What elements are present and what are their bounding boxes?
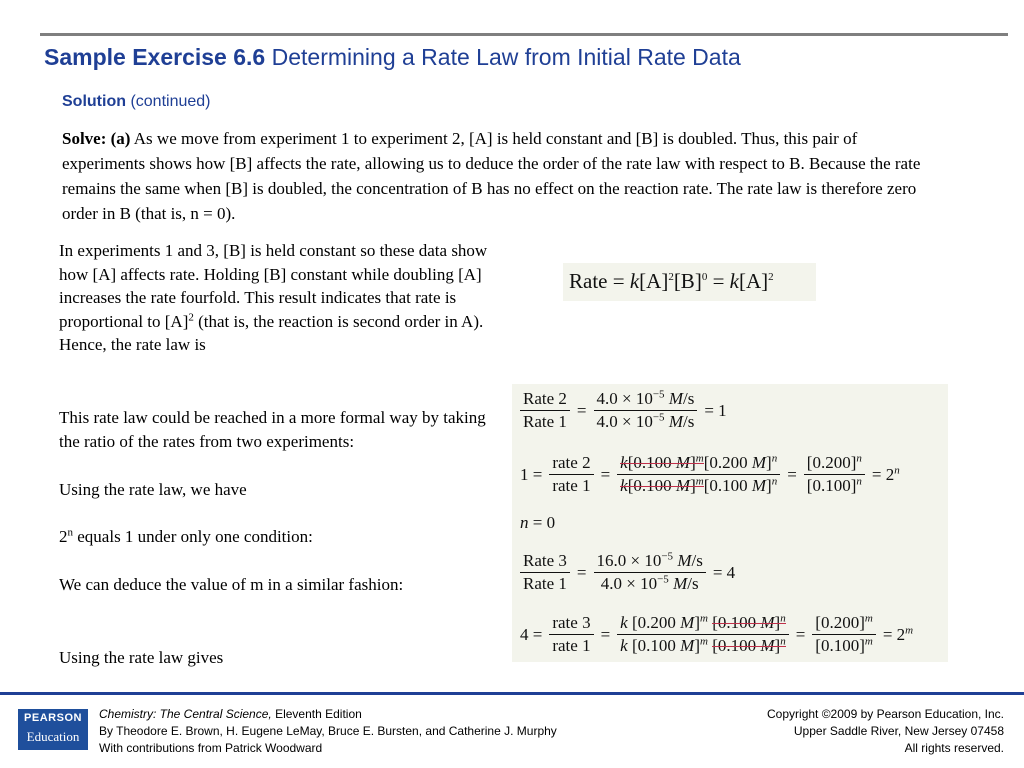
p1-text-b: (that is, the reaction is second order in A). Hence, the rate law is	[59, 311, 484, 354]
footer-divider	[0, 692, 1024, 695]
copyright-line: Copyright ©2009 by Pearson Education, Inc.	[767, 707, 1004, 721]
top-divider	[40, 33, 1008, 36]
pearson-logo	[18, 709, 88, 750]
solution-label: Solution	[62, 93, 126, 110]
rights-line: All rights reserved.	[904, 741, 1004, 755]
solve-text: As we move from experiment 1 to experiment 2, [A] is held constant and [B] is doubled. Thus, this pair of experiments shows how [B] affects the rate, allowing us to deduce the order of the rate law with respect to B. Because the rate remains the same when [B] is doubled, the concentration of B has no effect on the reaction rate. The rate law is therefore zero order in B (that is, n = 0).	[62, 129, 921, 223]
p1-text-a: In experiments 1 and 3, [B] is held constant so these data show how [A] affects rate. Holding [B] constant while doubling [A] increases the rate fourfold. This result indicates that rate is proportional to [A]	[59, 241, 488, 331]
paragraph-one-condition	[59, 525, 489, 549]
footer-book-info	[99, 706, 557, 757]
book-authors: By Theodore E. Brown, H. Eugene LeMay, Bruce E. Bursten, and Catherine J. Murphy	[99, 724, 557, 738]
paragraph-deduce-m: We can deduce the value of m in a similar fashion:	[59, 575, 404, 594]
logo-text-top: PEARSON	[24, 712, 82, 724]
exercise-number: Sample Exercise 6.6	[44, 44, 266, 70]
paragraph-rate-law-gives: Using the rate law gives	[59, 648, 224, 667]
exercise-title: Determining a Rate Law from Initial Rate Data	[271, 44, 741, 70]
footer-copyright	[767, 706, 1004, 757]
slide-title	[44, 44, 741, 71]
ratio-rate3-rate1: $\frac{\text{Rate 3}}{\text{Rate 1}}$ = $\frac{16.0 \times 10^{-5} M/s}{4.0 \times 10^{-5} M/s}$ = 4	[520, 550, 735, 595]
book-title: Chemistry: The Central Science,	[99, 707, 272, 721]
paragraph-using-rate-law: Using the rate law, we have	[59, 480, 247, 499]
rate-ratio-equations	[512, 384, 948, 662]
solution-heading	[62, 93, 210, 111]
solve-lead: Solve: (a)	[62, 129, 131, 148]
solve-paragraph	[62, 126, 942, 226]
solution-continued: (continued)	[130, 93, 211, 110]
paragraph-experiments-1-3	[59, 239, 489, 357]
book-contributions: With contributions from Patrick Woodward	[99, 741, 323, 755]
rate-law-equation: Rate = $k[A]^2[B]^0 = k[A]^2$	[563, 263, 816, 301]
ratio-rate-law-b: 1 = $\frac{\text{rate 2}}{\text{rate 1}}$ = $\frac{k[0.100 M]^m[0.200 M]^n}{k[0.100 M]^m[0.100 M]^n}$ = $\frac{[0.200]^n}{[0.100]^n}$ = $2^n$	[520, 452, 900, 495]
p4-text: equals 1 under only one condition:	[73, 527, 313, 546]
p4-base: 2	[59, 527, 68, 546]
address-line: Upper Saddle River, New Jersey 07458	[793, 724, 1004, 738]
logo-text-bottom: Education	[26, 729, 80, 744]
paragraph-formal-way: This rate law could be reached in a more formal way by taking the ratio of the rates from two experiments:	[59, 408, 486, 451]
ratio-rate2-rate1: $\frac{\text{Rate 2}}{\text{Rate 1}}$ = $\frac{4.0 \times 10^{-5} M/s}{4.0 \times 10^{-5} M/s}$ = 1	[520, 388, 727, 433]
p1-superscript: 2	[188, 310, 194, 323]
ratio-rate-law-a: 4 = $\frac{\text{rate 3}}{\text{rate 1}}$ = $\frac{k [0.200 M]^m [0.100 M]^n}{k [0.100 M]^m [0.100 M]^n}$ = $\frac{[0.200]^m}{[0.100]^m}$ = $2^m$	[520, 612, 914, 655]
n-equals-zero: n = 0	[520, 513, 556, 532]
p4-superscript: n	[67, 526, 73, 539]
book-edition: Eleventh Edition	[271, 707, 362, 721]
